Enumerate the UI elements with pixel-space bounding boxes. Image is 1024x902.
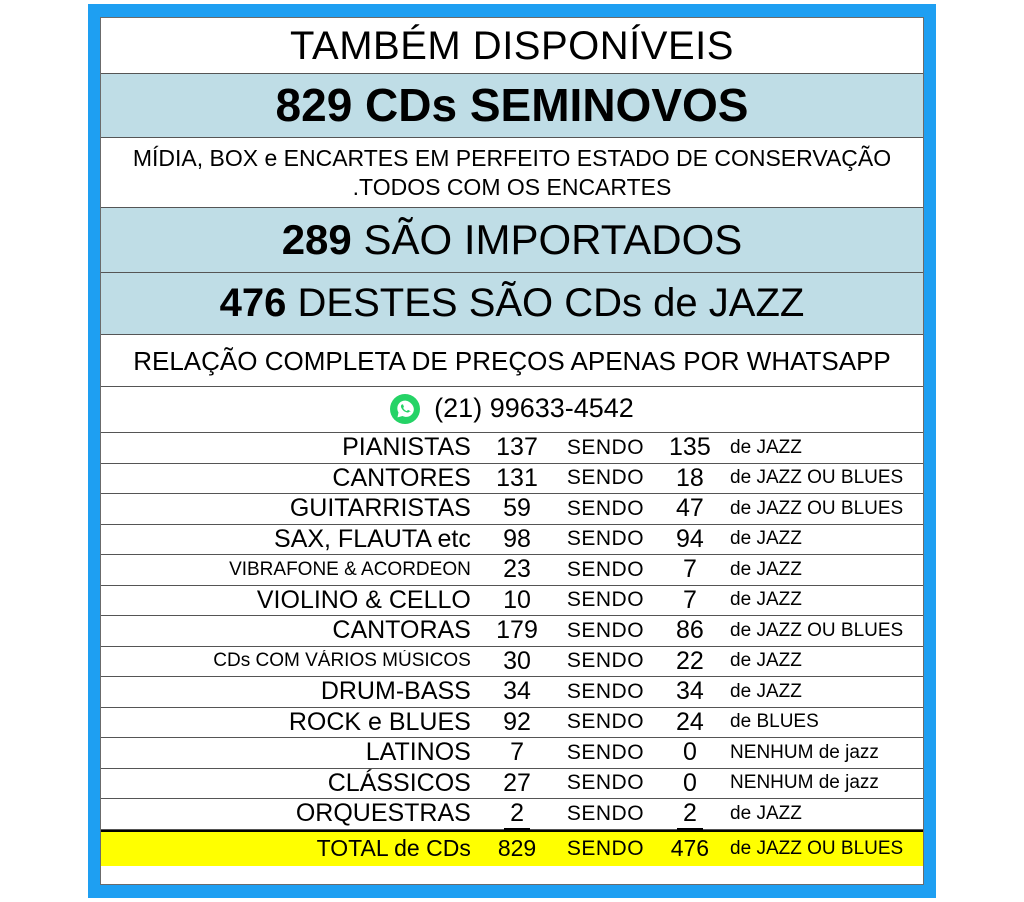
row-count: 137	[496, 433, 538, 462]
total-sendo: SENDO	[566, 836, 645, 860]
row-count	[481, 799, 553, 828]
row-jazz-count: 22	[675, 646, 704, 675]
total-count: 829	[497, 835, 537, 861]
row-jazz-count: 47	[675, 494, 704, 523]
row-count: 30	[503, 646, 531, 675]
row-sendo: SENDO	[566, 466, 645, 490]
row-note: de JAZZ	[730, 436, 802, 458]
row-sendo: SENDO	[566, 679, 645, 703]
row-count: 34	[503, 677, 531, 706]
phone-number: (21) 99633-4542	[434, 393, 634, 423]
row-jazz-count: 7	[682, 555, 697, 584]
imported-text: SÃO IMPORTADOS	[363, 216, 743, 263]
poster-subtitle-1: MÍDIA, BOX e ENCARTES EM PERFEITO ESTADO DE CONSERVAÇÃO	[101, 138, 923, 173]
row-count: 23	[503, 555, 531, 584]
row-note: de BLUES	[730, 711, 819, 733]
table-row	[101, 677, 923, 708]
table-row	[101, 555, 923, 586]
row-count: 59	[503, 494, 531, 523]
row-note: NENHUM de jazz	[730, 772, 879, 794]
row-category: CANTORAS	[332, 616, 471, 645]
row-note: de JAZZ OU BLUES	[730, 467, 904, 489]
table-row	[101, 586, 923, 617]
row-jazz-count: 34	[675, 677, 704, 706]
row-count: 179	[496, 616, 538, 645]
poster-title: TAMBÉM DISPONÍVEIS	[101, 18, 923, 74]
row-sendo: SENDO	[566, 771, 645, 795]
row-sendo: SENDO	[566, 710, 645, 734]
jazz-text: DESTES SÃO CDs de JAZZ	[297, 281, 805, 325]
table-row	[101, 708, 923, 739]
row-category: DRUM-BASS	[320, 677, 471, 706]
row-sendo: SENDO	[566, 496, 645, 520]
table-row	[101, 494, 923, 525]
table-row	[101, 616, 923, 647]
row-sendo: SENDO	[566, 618, 645, 642]
row-jazz-count: 0	[682, 768, 697, 797]
jazz-line	[101, 273, 923, 335]
table-row-total	[101, 830, 923, 866]
contact-line	[101, 387, 923, 433]
row-sendo: SENDO	[566, 557, 645, 581]
row-jazz-value: 2	[677, 799, 703, 831]
row-note: de JAZZ	[730, 589, 802, 611]
row-jazz-count	[658, 799, 722, 828]
row-jazz-count: 135	[669, 433, 711, 462]
poster-blue-frame	[88, 4, 936, 898]
row-count: 92	[503, 707, 531, 736]
row-category: ROCK e BLUES	[288, 707, 471, 736]
row-count-value: 2	[504, 799, 530, 831]
row-note: de JAZZ OU BLUES	[730, 497, 904, 519]
total-note: de JAZZ OU BLUES	[730, 837, 904, 859]
row-jazz-count: 7	[682, 585, 697, 614]
row-note: NENHUM de jazz	[730, 741, 879, 763]
row-category: SAX, FLAUTA etc	[274, 524, 471, 553]
table-row	[101, 799, 923, 830]
row-jazz-count: 24	[675, 707, 704, 736]
row-note: de JAZZ	[730, 802, 802, 824]
row-count: 27	[503, 768, 531, 797]
table-row	[101, 433, 923, 464]
row-count: 10	[503, 585, 531, 614]
watermark: V	[959, 781, 1006, 852]
row-category: PIANISTAS	[342, 433, 471, 462]
table-row	[101, 464, 923, 495]
table-row	[101, 769, 923, 800]
row-category: ORQUESTRAS	[295, 799, 471, 828]
row-sendo: SENDO	[566, 588, 645, 612]
row-note: de JAZZ	[730, 528, 802, 550]
table-row	[101, 525, 923, 556]
row-jazz-count: 86	[675, 616, 704, 645]
row-category: GUITARRISTAS	[289, 494, 471, 523]
table-row	[101, 738, 923, 769]
row-note: de JAZZ OU BLUES	[730, 619, 904, 641]
row-sendo: SENDO	[566, 527, 645, 551]
total-label: TOTAL de CDs	[316, 835, 471, 861]
total-jazz-count: 476	[670, 835, 710, 861]
table-row	[101, 647, 923, 678]
row-count: 7	[510, 738, 524, 767]
row-category: CANTORES	[332, 463, 471, 492]
row-note: de JAZZ	[730, 650, 802, 672]
whatsapp-icon	[390, 394, 420, 424]
row-sendo: SENDO	[566, 649, 645, 673]
row-count: 131	[496, 463, 538, 492]
row-sendo: SENDO	[566, 435, 645, 459]
poster-sheet	[100, 17, 924, 885]
row-jazz-count: 18	[675, 463, 704, 492]
row-jazz-count: 94	[675, 524, 704, 553]
row-sendo: SENDO	[566, 740, 645, 764]
row-note: de JAZZ	[730, 680, 802, 702]
imported-line	[101, 208, 923, 273]
row-category: VIOLINO & CELLO	[256, 585, 471, 614]
row-note: de JAZZ	[730, 558, 802, 580]
category-table	[101, 433, 923, 884]
row-category: VIBRAFONE & ACORDEON	[229, 558, 471, 580]
row-category: LATINOS	[365, 738, 471, 767]
row-sendo: SENDO	[566, 801, 645, 825]
price-list-note: RELAÇÃO COMPLETA DE PREÇOS APENAS POR WHATSAPP	[101, 335, 923, 387]
row-count: 98	[503, 524, 531, 553]
jazz-count: 476	[219, 281, 287, 325]
row-jazz-count: 0	[682, 738, 697, 767]
poster-headline: 829 CDs SEMINOVOS	[101, 74, 923, 138]
poster-subtitle-2: .TODOS COM OS ENCARTES	[101, 173, 923, 208]
row-category: CLÁSSICOS	[327, 768, 471, 797]
row-category: CDs COM VÁRIOS MÚSICOS	[213, 650, 471, 672]
imported-count: 289	[281, 216, 352, 263]
